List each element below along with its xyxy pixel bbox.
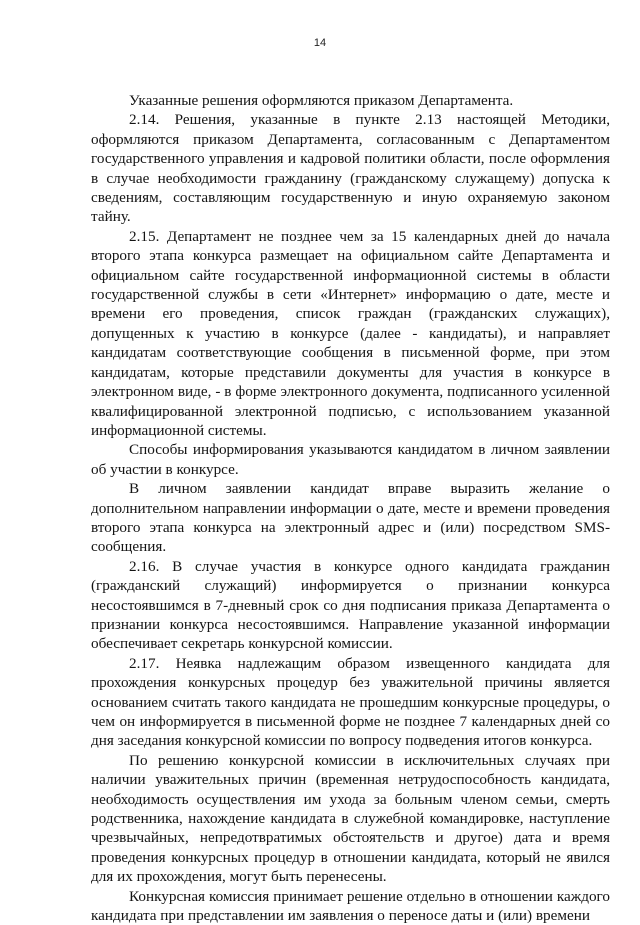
page-number: 14 bbox=[313, 37, 327, 49]
paragraph-commission-decision: По решению конкурсной комиссии в исключительных случаях при наличии уважительных причин (временная нетрудоспособность кандидата, необходимость осуществления им ухода за больным членом семьи, смерть родственника, нахождение кандидата в служебной командировке, наступление чрезвычайных, непредотвратимых обстоятельств и другое) дата и время проведения конкурсных процедур в отношении кандидата, который не явился для их прохождения, могут быть перенесены. bbox=[91, 751, 610, 886]
paragraph-commission-separate-decision: Конкурсная комиссия принимает решение отдельно в отношении каждого кандидата при представлении им заявления о переносе даты и (или) времени bbox=[91, 887, 610, 925]
paragraph-2-16: 2.16. В случае участия в конкурсе одного кандидата гражданин (гражданский служащий) информируется о признании конкурса несостоявшимся в 7-дневный срок со дня подписания приказа Департамента о признании конкурса несостоявшимся. Направление указанной информации обеспечивает секретарь конкурсной комиссии. bbox=[91, 557, 610, 653]
paragraph-informing-methods: Способы информирования указываются кандидатом в личном заявлении об участии в конкурсе. bbox=[91, 441, 610, 478]
document-body bbox=[91, 91, 610, 925]
paragraph-decisions-order: Указанные решения оформляются приказом Департамента. bbox=[129, 92, 514, 109]
paragraph-2-17: 2.17. Неявка надлежащим образом извещенного кандидата для прохождения конкурсных процедур без уважительной причины является основанием считать такого кандидата не прошедшим конкурсные процедуры, о чем он информируется в письменной форме не позднее 7 календарных дней со дня заседания конкурсной комиссии по вопросу подведения итогов конкурса. bbox=[91, 654, 610, 750]
paragraph-2-14: 2.14. Решения, указанные в пункте 2.13 настоящей Методики, оформляются приказом Департамента, согласованным с Департаментом государственного управления и кадровой политики области, после оформления в случае необходимости гражданину (гражданскому служащему) допуска к сведениям, составляющим государственную и иную охраняемую законом тайну. bbox=[91, 111, 610, 226]
paragraph-personal-application: В личном заявлении кандидат вправе выразить желание о дополнительном направлении информации о дате, месте и времени проведения второго этапа конкурса на электронный адрес и (или) посредством SMS-сообщения. bbox=[91, 480, 610, 556]
paragraph-2-15: 2.15. Департамент не позднее чем за 15 календарных дней до начала второго этапа конкурса размещает на официальном сайте Департамента и официальном сайте государственной информационной системы в области государственной службы в сети «Интернет» информацию о дате, месте и времени его проведения, список граждан (гражданских служащих), допущенных к участию в конкурсе (далее - кандидаты), и направляет кандидатам соответствующие сообщения в письменной форме, при этом кандидатам, которые представили документы для участия в конкурсе в электронном виде, - в форме электронного документа, подписанного усиленной квалифицированной электронной подписью, с использованием указанной информационной системы. bbox=[91, 227, 610, 439]
